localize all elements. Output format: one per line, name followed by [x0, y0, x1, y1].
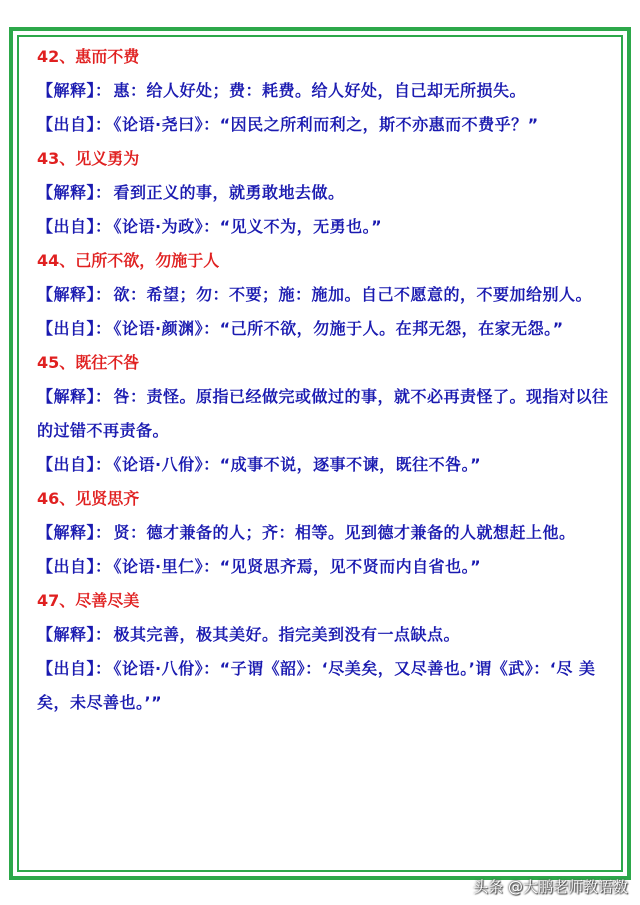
entry-title: 47、尽善尽美 [37, 591, 140, 610]
idiom-list [37, 40, 609, 720]
source-text: 《论语·里仁》：“见贤思齐焉，见不贤而内自省也。” [113, 557, 482, 576]
source-text: 《论语·八佾》：“成事不说，逐事不谏，既往不咎。” [113, 455, 482, 474]
source-tag: 【出自】： [37, 115, 112, 134]
idiom-entry-47 [37, 584, 609, 720]
source [37, 210, 609, 244]
explanation-tag: 【解释】： [37, 387, 112, 406]
source-text: 《论语·为政》：“见义不为，无勇也。” [113, 217, 383, 236]
entry-title: 44、己所不欲，勿施于人 [37, 251, 220, 270]
explanation-text: 欲：希望；勿：不要；施：施加。自己不愿意的，不要加给别人。 [113, 285, 593, 304]
source [37, 550, 609, 584]
source-text: 《论语·颜渊》：“己所不欲，勿施于人。在邦无怨，在家无怨。” [113, 319, 564, 338]
idiom-entry-42 [37, 40, 609, 142]
source-text: 《论语·尧曰》：“因民之所利而利之，斯不亦惠而不费乎？” [113, 115, 539, 134]
explanation-text: 极其完善，极其美好。指完美到没有一点缺点。 [113, 625, 461, 644]
entry-title: 43、见义勇为 [37, 149, 140, 168]
source-tag: 【出自】： [37, 319, 112, 338]
source [37, 312, 609, 346]
entry-title: 45、既往不咎 [37, 353, 140, 372]
explanation-tag: 【解释】： [37, 285, 112, 304]
idiom-entry-45 [37, 346, 609, 482]
entry-title: 46、见贤思齐 [37, 489, 140, 508]
explanation [37, 74, 609, 108]
explanation-text: 惠：给人好处；费：耗费。给人好处，自己却无所损失。 [113, 81, 527, 100]
explanation [37, 618, 609, 652]
source-tag: 【出自】： [37, 455, 112, 474]
watermark: 头条 @大鹏老师教语数 [473, 878, 628, 896]
idiom-entry-46 [37, 482, 609, 584]
source-text: 《论语·八佾》：“子谓《韶》：‘尽美矣，又尽善也。’谓《武》：‘尽 美矣，未尽善也。’” [37, 659, 596, 712]
source [37, 448, 609, 482]
source-tag: 【出自】： [37, 659, 112, 678]
explanation-tag: 【解释】： [37, 625, 112, 644]
source [37, 652, 609, 720]
explanation-text: 咎：责怪。原指已经做完或做过的事，就不必再责怪了。现指对以往的过错不再责备。 [37, 387, 609, 440]
source-tag: 【出自】： [37, 557, 112, 576]
explanation-tag: 【解释】： [37, 183, 112, 202]
explanation-text: 看到正义的事，就勇敢地去做。 [113, 183, 345, 202]
explanation [37, 380, 609, 448]
explanation-tag: 【解释】： [37, 523, 112, 542]
explanation [37, 278, 609, 312]
source [37, 108, 609, 142]
explanation [37, 176, 609, 210]
idiom-entry-44 [37, 244, 609, 346]
entry-title: 42、惠而不费 [37, 47, 140, 66]
explanation-tag: 【解释】： [37, 81, 112, 100]
idiom-entry-43 [37, 142, 609, 244]
source-tag: 【出自】： [37, 217, 112, 236]
explanation [37, 516, 609, 550]
explanation-text: 贤：德才兼备的人；齐：相等。见到德才兼备的人就想赶上他。 [113, 523, 576, 542]
